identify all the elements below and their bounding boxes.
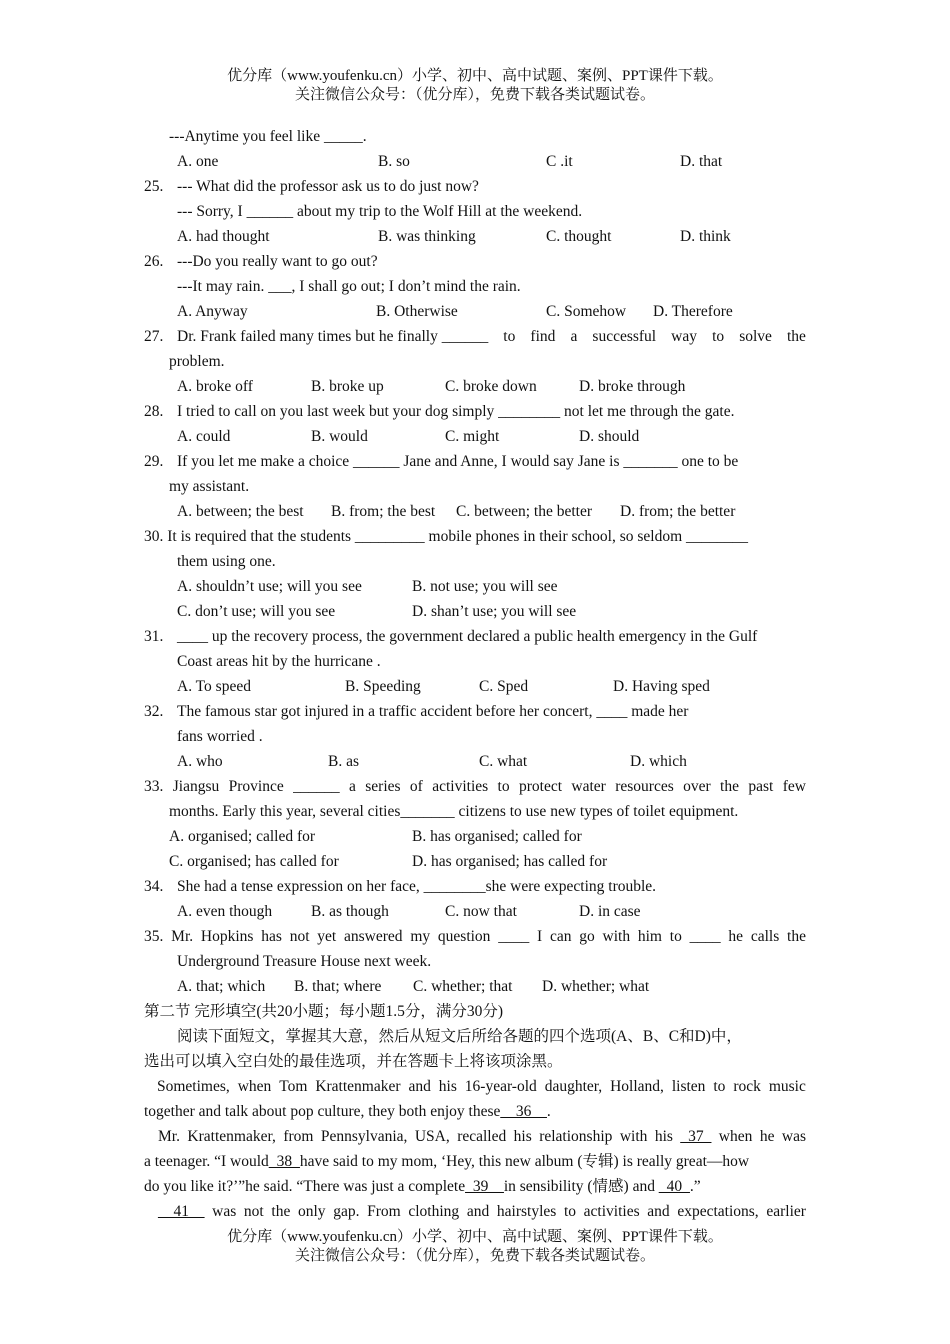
passage-word: his	[654, 1128, 673, 1145]
q31-line-1: ____ up the recovery process, the government declared a public health emergency in the Gulf	[177, 628, 758, 645]
q29-line-1: If you let me make a choice ______ Jane and Anne, I would say Jane is _______ one to be	[177, 453, 739, 470]
passage-word: USA,	[414, 1128, 450, 1145]
passage-text: together and talk about pop culture, they both enjoy these	[144, 1103, 501, 1120]
q29-option-a: A. between; the best	[177, 503, 304, 520]
q28-option-d: D. should	[579, 428, 640, 445]
q35-word: answered	[344, 928, 403, 945]
q33-word: a	[348, 778, 356, 795]
q27-line-1	[177, 327, 806, 347]
q31-option-c: C. Sped	[479, 678, 529, 695]
q33-option-b: B. has organised; called for	[412, 828, 582, 845]
q26-text-b: , I shall go out; I don’t mind the rain.	[291, 278, 521, 295]
blank-36: __36__	[500, 1103, 547, 1120]
passage-word: clothing	[408, 1203, 460, 1220]
q35-word: go	[579, 928, 595, 945]
q32-blank: ____	[596, 703, 628, 720]
passage-word: earlier	[766, 1203, 806, 1220]
passage-word: 16-year-old	[464, 1078, 537, 1095]
q32-number: 32.	[144, 703, 164, 720]
q31-option-b: B. Speeding	[345, 678, 421, 695]
q26-number: 26.	[144, 253, 164, 270]
q26-text-a: ---It may rain.	[177, 278, 269, 295]
passage-word: was	[212, 1203, 237, 1220]
passage-text: a teenager. “I would	[144, 1153, 269, 1170]
q27-number: 27.	[144, 328, 164, 345]
q28-option-b: B. would	[311, 428, 368, 445]
q35-word: question	[437, 928, 491, 945]
q25-number: 25.	[144, 178, 164, 195]
q35-option-d: D. whether; what	[542, 978, 650, 995]
q33-option-d: D. has organised; has called for	[412, 853, 608, 870]
passage-word: recalled	[457, 1128, 507, 1145]
passage-p2-line-2	[144, 1152, 749, 1172]
q32-option-a: A. who	[177, 753, 223, 770]
passage-p1-line-1	[157, 1077, 806, 1097]
q33-word: protect	[518, 778, 563, 795]
q33-word: past	[748, 778, 774, 795]
q33-word: water	[571, 778, 606, 795]
passage-word: his	[513, 1128, 532, 1145]
passage-text: in sensibility (情感) and	[503, 1178, 659, 1195]
passage-word: rock	[733, 1078, 761, 1095]
blank-41: __41__	[158, 1203, 205, 1220]
q33-word: ______	[293, 778, 340, 795]
passage-text: .	[546, 1103, 551, 1120]
passage-word: and	[408, 1078, 431, 1095]
passage-word: relationship	[539, 1128, 613, 1145]
section-instruction-2: 选出可以填入空白处的最佳选项，并在答题卡上将该项涂黑。	[144, 1053, 563, 1070]
q31-line-2: Coast areas hit by the hurricane .	[177, 653, 381, 670]
q33-word: Province	[228, 778, 284, 795]
q35-word: ____	[689, 928, 721, 945]
section-title: 第二节 完形填空(共20小题；每小题1.5分，满分30分)	[144, 1003, 504, 1020]
passage-word: he	[759, 1128, 775, 1145]
q27-word: to	[712, 328, 725, 345]
q32-option-b: B. as	[328, 753, 359, 770]
q30-option-c: C. don’t use; will you see	[177, 603, 336, 620]
q34-number: 34.	[144, 878, 164, 895]
passage-word: his	[438, 1078, 457, 1095]
passage-word: activities	[583, 1203, 640, 1220]
footer-line-1: 优分库（www.youfenku.cn）小学、初中、高中试题、案例、PPT课件下载。	[227, 1229, 723, 1245]
q35-word: has	[261, 928, 282, 945]
q29-number: 29.	[144, 453, 164, 470]
passage-p3-line-1	[158, 1202, 806, 1222]
q25-line-1: --- What did the professor ask us to do just now?	[177, 178, 479, 195]
q24-line: ---Anytime you feel like _____.	[169, 128, 367, 145]
passage-word: the	[271, 1203, 291, 1220]
q34-line-1: She had a tense expression on her face, ________she were expecting trouble.	[177, 878, 657, 895]
footer-line-2: 关注微信公众号：（优分库），免费下载各类试题试卷。	[294, 1248, 655, 1264]
passage-text: have said to my mom, ‘Hey, this new album (专辑) is really great—how	[299, 1153, 750, 1170]
passage-word: Krattenmaker	[315, 1078, 401, 1095]
q33-word: over	[683, 778, 711, 795]
q31-option-d: D. Having sped	[613, 678, 710, 695]
q35-word: can	[549, 928, 572, 945]
q35-line-1	[144, 927, 806, 947]
q35-option-c: C. whether; that	[413, 978, 513, 995]
q24-option-c: C .it	[546, 153, 573, 170]
q30-line-2: them using one.	[177, 553, 276, 570]
q27-word: way	[671, 328, 697, 345]
passage-text: .”	[689, 1178, 701, 1195]
q30-line-1: 30. It is required that the students _________ mobile phones in their school, so seldom ________	[144, 528, 749, 545]
q27-option-c: C. broke down	[445, 378, 537, 395]
q28-option-a: A. could	[177, 428, 231, 445]
q31-number: 31.	[144, 628, 164, 645]
q33-line-2: months. Early this year, several cities_______ citizens to use new types of toilet equipment.	[169, 803, 739, 820]
q31-option-a: A. To speed	[177, 678, 251, 695]
q32-text-a: The famous star got injured in a traffic accident before her concert,	[177, 703, 597, 720]
q25-option-b: B. was thinking	[378, 228, 476, 245]
q35-word: Hopkins	[200, 928, 254, 945]
q28-line-1: I tried to call on you last week but your dog simply ________ not let me through the gate.	[177, 403, 735, 420]
q29-option-b: B. from; the best	[331, 503, 436, 520]
blank-37: _37_	[680, 1128, 712, 1145]
passage-word: From	[367, 1203, 401, 1220]
passage-word: when	[237, 1078, 272, 1095]
q27-word: to	[503, 328, 516, 345]
q26-line-1: ---Do you really want to go out?	[177, 253, 378, 270]
q35-word: 35.	[144, 928, 164, 945]
q35-word: he	[728, 928, 744, 945]
passage-word: Sometimes,	[157, 1078, 230, 1095]
q30-option-b: B. not use; you will see	[412, 578, 558, 595]
passage-word: expectations,	[677, 1203, 759, 1220]
q33-word: of	[409, 778, 423, 795]
q33-option-c: C. organised; has called for	[169, 853, 339, 870]
q33-word: series	[365, 778, 401, 795]
q33-word: the	[720, 778, 739, 795]
q27-word: successful	[592, 328, 657, 345]
q33-word: resources	[615, 778, 674, 795]
q24-option-b: B. so	[378, 153, 410, 170]
q34-option-c: C. now that	[445, 903, 517, 920]
passage-word: Krattenmaker,	[187, 1128, 276, 1145]
q27-line-2: problem.	[169, 353, 225, 370]
q35-word: with	[602, 928, 631, 945]
q26-blank: ___	[268, 278, 292, 295]
q27-option-b: B. broke up	[311, 378, 384, 395]
q34-option-a: A. even though	[177, 903, 273, 920]
q26-option-a: A. Anyway	[177, 303, 248, 320]
section-instruction-1: 阅读下面短文，掌握其大意，然后从短文后所给各题的四个选项(A、B、C和D)中，	[177, 1028, 742, 1045]
passage-word: from	[283, 1128, 314, 1145]
q26-option-b: B. Otherwise	[376, 303, 458, 320]
q34-option-b: B. as though	[311, 903, 389, 920]
q32-line-2: fans worried .	[177, 728, 263, 745]
q26-line-2	[177, 277, 521, 297]
q28-option-c: C. might	[445, 428, 500, 445]
q26-option-c: C. Somehow	[546, 303, 627, 320]
q27-option-a: A. broke off	[177, 378, 253, 395]
passage-p2-line-3	[144, 1177, 701, 1197]
q30-option-d: D. shan’t use; you will see	[412, 603, 577, 620]
q28-number: 28.	[144, 403, 164, 420]
q25-line-2: --- Sorry, I ______ about my trip to the Wolf Hill at the weekend.	[177, 203, 583, 220]
q27-word: a	[570, 328, 578, 345]
passage-word: listen	[671, 1078, 706, 1095]
q24-option-a: A. one	[177, 153, 219, 170]
passage-word: daughter,	[544, 1078, 603, 1095]
passage-word: with	[619, 1128, 648, 1145]
q26-option-d: D. Therefore	[653, 303, 733, 320]
q35-word: him	[637, 928, 662, 945]
q29-option-c: C. between; the better	[456, 503, 593, 520]
q33-word: activities	[432, 778, 489, 795]
q33-word: to	[497, 778, 510, 795]
q27-word: solve	[739, 328, 772, 345]
q35-option-b: B. that; where	[294, 978, 382, 995]
blank-38: _38_	[268, 1153, 300, 1170]
q32-option-d: D. which	[630, 753, 687, 770]
q29-option-d: D. from; the better	[620, 503, 736, 520]
q35-word: to	[669, 928, 682, 945]
q32-option-c: C. what	[479, 753, 528, 770]
header-line-2: 关注微信公众号：（优分库），免费下载各类试题试卷。	[294, 87, 655, 103]
q35-word: Mr.	[171, 928, 194, 945]
passage-word: only	[297, 1203, 326, 1220]
blank-39: _39__	[465, 1178, 504, 1195]
q30-option-a: A. shouldn’t use; will you see	[177, 578, 362, 595]
q32-text-b: made her	[627, 703, 689, 720]
blank-40: _40_	[658, 1178, 690, 1195]
q34-option-d: D. in case	[579, 903, 641, 920]
q24-option-d: D. that	[680, 153, 723, 170]
q35-word: yet	[317, 928, 337, 945]
q33-word: 33.	[144, 778, 164, 795]
q35-option-a: A. that; which	[177, 978, 266, 995]
header-line-1: 优分库（www.youfenku.cn）小学、初中、高中试题、案例、PPT课件下载。	[227, 68, 723, 84]
page-header	[0, 67, 950, 105]
q29-line-2: my assistant.	[169, 478, 250, 495]
q25-option-c: C. thought	[546, 228, 612, 245]
passage-word: hairstyles	[496, 1203, 557, 1220]
passage-word: Pennsylvania,	[320, 1128, 408, 1145]
q25-option-a: A. had thought	[177, 228, 270, 245]
passage-word: to	[713, 1078, 726, 1095]
q33-word: Jiangsu	[172, 778, 220, 795]
q33-line-1	[144, 777, 806, 797]
passage-word: and	[466, 1203, 490, 1220]
q27-word: Dr. Frank failed many times but he finally ______	[177, 328, 489, 345]
passage-word: to	[563, 1203, 577, 1220]
q35-word: ____	[498, 928, 530, 945]
passage-word: Tom	[279, 1078, 308, 1095]
passage-text: do you like it?’”he said. “There was just a complete	[144, 1178, 466, 1195]
q35-word: the	[787, 928, 806, 945]
q33-option-a: A. organised; called for	[169, 828, 316, 845]
q32-line-1	[177, 702, 688, 722]
q35-word: calls	[750, 928, 780, 945]
q27-option-d: D. broke through	[579, 378, 686, 395]
passage-word: Mr.	[158, 1128, 180, 1145]
passage-word: Holland,	[610, 1078, 664, 1095]
q35-word: I	[537, 928, 543, 945]
q27-word: find	[530, 328, 556, 345]
passage-word: was	[781, 1128, 806, 1145]
passage-word: music	[768, 1078, 806, 1095]
passage-word: gap.	[333, 1203, 360, 1220]
q27-word: the	[786, 328, 806, 345]
passage-word: not	[243, 1203, 264, 1220]
passage-p1-line-2	[144, 1102, 551, 1122]
q35-word: my	[410, 928, 431, 945]
passage-word: when	[718, 1128, 753, 1145]
passage-p2-line-1	[158, 1127, 806, 1147]
q33-word: few	[782, 778, 806, 795]
q35-word: not	[289, 928, 310, 945]
passage-word: and	[647, 1203, 670, 1220]
q35-line-2: Underground Treasure House next week.	[177, 953, 432, 970]
q25-option-d: D. think	[680, 228, 731, 245]
page-footer	[0, 1228, 950, 1266]
